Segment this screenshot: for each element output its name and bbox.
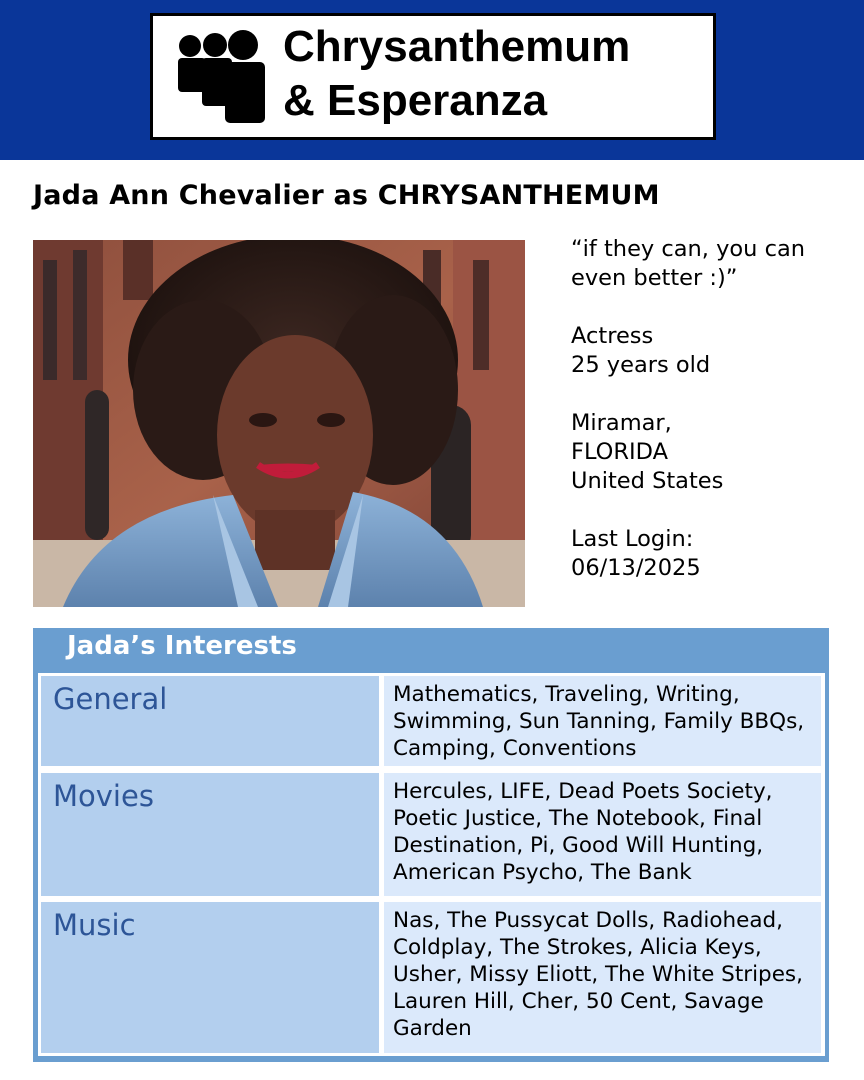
interests-table [33, 628, 829, 1062]
people-group-icon [178, 28, 266, 124]
interests-title: Jada’s Interests [67, 631, 297, 661]
interest-category [41, 676, 379, 766]
logo-line-2: & Esperanza [283, 76, 548, 125]
interest-value [384, 773, 821, 896]
interest-value [384, 676, 821, 766]
last-login-date: 06/13/2025 [571, 555, 701, 581]
last-login-label: Last Login: [571, 526, 694, 552]
interest-row-movies [38, 770, 825, 899]
value-text: Nas, The Pussycat Dolls, Radiohead, Coldplay, The Strokes, Alicia Keys, Usher, Missy Eliott, The White Stripes, Lauren Hill, Cher, 50 Cent, Savage Garden [393, 908, 803, 1041]
value-text: Hercules, LIFE, Dead Poets Society, Poetic Justice, The Notebook, Final Destination, Pi, Good Will Hunting, American Psycho, The Bank [393, 779, 773, 885]
category-label: General [53, 682, 168, 716]
site-logo[interactable] [150, 13, 716, 140]
age: 25 years old [571, 352, 711, 378]
profile-photo [33, 240, 525, 607]
interest-category [41, 773, 379, 896]
profile-quote: “if they can, you can even better :)” [571, 236, 806, 291]
interest-row-music [38, 899, 825, 1056]
profile-info [571, 235, 851, 583]
profile-title: Jada Ann Chevalier as CHRYSANTHEMUM [33, 180, 660, 211]
country: United States [571, 468, 724, 494]
value-text: Mathematics, Traveling, Writing, Swimming, Sun Tanning, Family BBQs, Camping, Conventions [393, 682, 805, 761]
logo-line-1: Chrysanthemum [283, 22, 631, 71]
category-label: Music [53, 908, 136, 942]
state: FLORIDA [571, 439, 668, 465]
interest-category [41, 902, 379, 1053]
city: Miramar, [571, 410, 672, 436]
site-header [0, 0, 864, 160]
logo-text [283, 20, 630, 128]
interest-value [384, 902, 821, 1053]
interest-row-general [38, 673, 825, 770]
occupation: Actress [571, 323, 654, 349]
category-label: Movies [53, 779, 154, 813]
